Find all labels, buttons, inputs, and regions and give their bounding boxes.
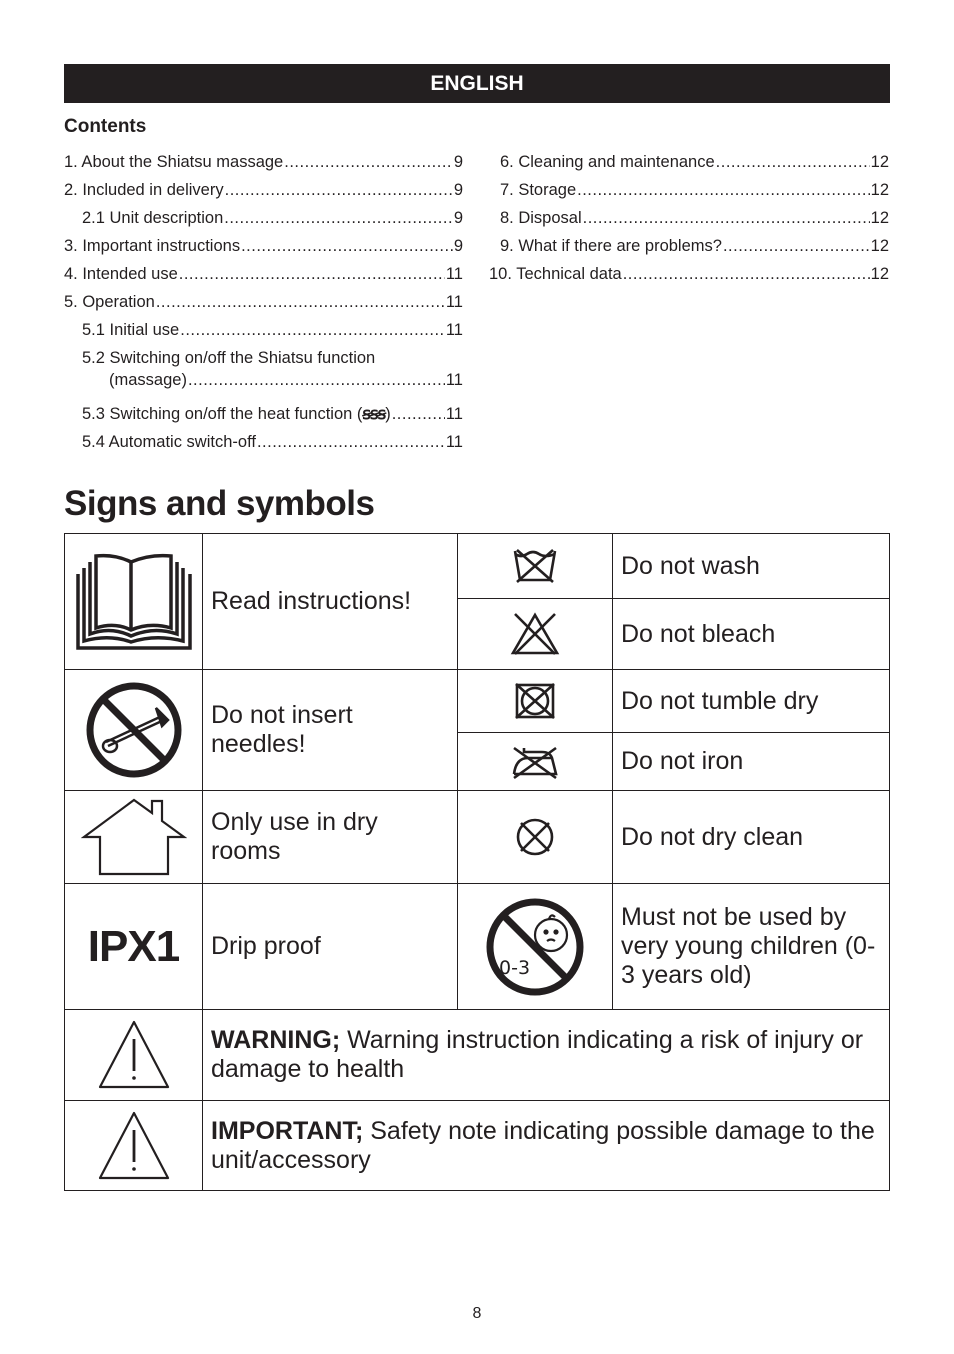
young-children-label: Must not be used by very young children (0-3 years old) bbox=[613, 884, 890, 1010]
page-number: 8 bbox=[472, 1305, 482, 1322]
toc-entry[interactable]: 1. About the Shiatsu massage ..... 9 bbox=[64, 148, 463, 176]
heat-icon: ꞩꞩꞩ bbox=[362, 405, 386, 423]
important-icon bbox=[97, 1110, 171, 1182]
toc-entry[interactable]: 5.1 Initial use ..... 11 bbox=[64, 316, 463, 344]
book-icon-cell bbox=[65, 534, 203, 670]
no-iron-icon bbox=[510, 744, 560, 780]
toc-entry[interactable]: 5. Operation ..... 11 bbox=[64, 288, 463, 316]
section-title: Signs and symbols bbox=[64, 484, 375, 523]
book-icon bbox=[73, 550, 195, 654]
toc-entry[interactable]: 4. Intended use ..... 11 bbox=[64, 260, 463, 288]
do-not-wash-label: Do not wash bbox=[613, 534, 890, 599]
important-description: IMPORTANT; Safety note indicating possible damage to the unit/accessory bbox=[203, 1101, 890, 1191]
toc-left-column bbox=[64, 148, 463, 456]
warning-icon-cell bbox=[65, 1010, 203, 1101]
no-children-icon bbox=[485, 897, 585, 997]
no-iron-icon-cell bbox=[458, 733, 613, 791]
toc-entry[interactable]: 5.2 Switching on/off the Shiatsu function (massage) ..... 11 bbox=[64, 347, 463, 397]
warning-keyword: WARNING; bbox=[211, 1026, 341, 1054]
toc-right-column bbox=[489, 148, 889, 288]
toc-entry[interactable]: 2. Included in delivery ..... 9 bbox=[64, 176, 463, 204]
no-bleach-icon bbox=[510, 612, 560, 656]
toc-entry[interactable]: 7. Storage ..... 12 bbox=[489, 176, 889, 204]
toc-entry[interactable]: 5.4 Automatic switch-off ..... 11 bbox=[64, 428, 463, 456]
no-wash-icon bbox=[511, 547, 559, 585]
important-icon-cell bbox=[65, 1101, 203, 1191]
warning-description: WARNING; Warning instruction indicating a risk of injury or damage to health bbox=[203, 1010, 890, 1101]
toc-entry[interactable]: 5.3 Switching on/off the heat function (ꞩꞩꞩ) ..... 11 bbox=[64, 400, 463, 428]
ipx-code: IPX1 bbox=[87, 921, 180, 971]
important-keyword: IMPORTANT; bbox=[211, 1116, 364, 1145]
no-children-icon-cell bbox=[458, 884, 613, 1010]
no-bleach-icon-cell bbox=[458, 599, 613, 670]
toc-entry[interactable]: 8. Disposal ..... 12 bbox=[489, 204, 889, 232]
symbols-table bbox=[64, 533, 890, 1191]
do-not-iron-label: Do not iron bbox=[613, 733, 890, 791]
house-icon bbox=[81, 797, 187, 877]
do-not-dry-clean-label: Do not dry clean bbox=[613, 791, 890, 884]
drip-proof-label: Drip proof bbox=[203, 884, 458, 1010]
toc-entry[interactable]: 6. Cleaning and maintenance ..... 12 bbox=[489, 148, 889, 176]
language-header: ENGLISH bbox=[64, 64, 890, 103]
read-instructions-label: Read instructions! bbox=[203, 534, 458, 670]
dry-rooms-label: Only use in dry rooms bbox=[203, 791, 458, 884]
do-not-tumble-dry-label: Do not tumble dry bbox=[613, 670, 890, 733]
no-wash-icon-cell bbox=[458, 534, 613, 599]
toc-entry[interactable]: 9. What if there are problems? ..... 12 bbox=[489, 232, 889, 260]
no-tumble-dry-icon-cell bbox=[458, 670, 613, 733]
no-dry-clean-icon bbox=[514, 816, 556, 858]
age-range-text: 0-3 bbox=[499, 956, 531, 979]
warning-icon bbox=[97, 1019, 171, 1091]
no-needles-icon-cell bbox=[65, 670, 203, 791]
toc-entry[interactable]: 10. Technical data ..... 12 bbox=[489, 260, 889, 288]
toc-entry[interactable]: 3. Important instructions ..... 9 bbox=[64, 232, 463, 260]
house-icon-cell bbox=[65, 791, 203, 884]
no-tumble-dry-icon bbox=[513, 682, 557, 720]
contents-heading: Contents bbox=[64, 116, 147, 137]
no-needles-label: Do not insert needles! bbox=[203, 670, 458, 791]
ipx-cell bbox=[65, 884, 203, 1010]
no-dry-clean-icon-cell bbox=[458, 791, 613, 884]
do-not-bleach-label: Do not bleach bbox=[613, 599, 890, 670]
no-needles-icon bbox=[84, 680, 184, 780]
toc-entry[interactable]: 2.1 Unit description ..... 9 bbox=[64, 204, 463, 232]
